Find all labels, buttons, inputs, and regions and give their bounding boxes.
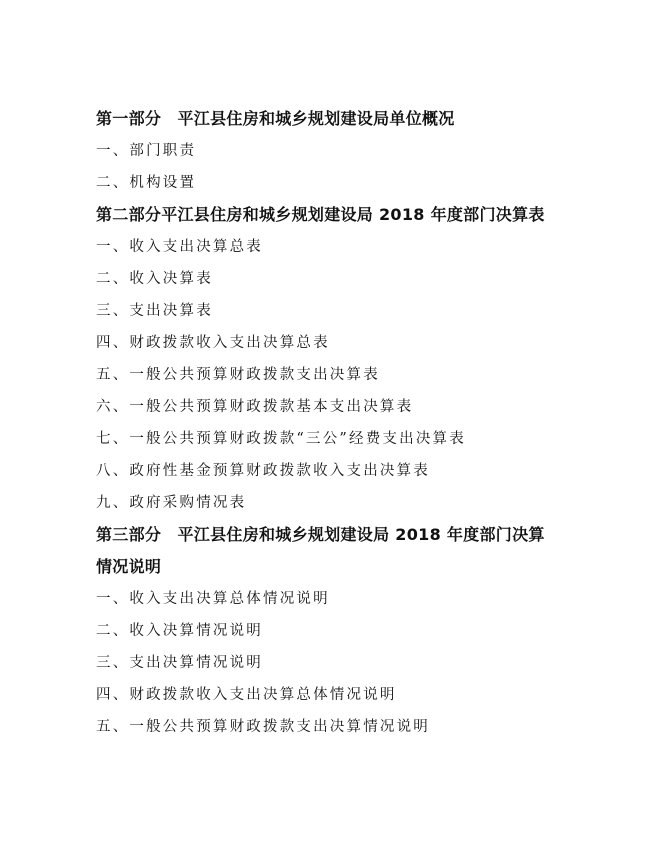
toc-item: 九、政府采购情况表 [96,495,247,511]
toc-item: 六、一般公共预算财政拨款基本支出决算表 [96,399,414,415]
toc-item: 二、机构设置 [96,175,197,191]
toc-item: 二、收入决算表 [96,271,213,287]
part3-heading-continued: 情况说明 [96,557,162,576]
part2-heading: 第二部分平江县住房和城乡规划建设局 2018 年度部门决算表 [96,205,545,224]
toc-item: 四、财政拨款收入支出决算总表 [96,335,330,351]
toc-item: 一、收入支出决算总体情况说明 [96,591,330,607]
toc-item: 三、支出决算情况说明 [96,655,263,671]
toc-item: 四、财政拨款收入支出决算总体情况说明 [96,687,397,703]
part3-heading: 第三部分 平江县住房和城乡规划建设局 2018 年度部门决算 [96,525,545,544]
toc-item: 一、收入支出决算总表 [96,239,263,255]
toc-item: 二、收入决算情况说明 [96,623,263,639]
toc-item: 五、一般公共预算财政拨款支出决算情况说明 [96,719,430,735]
toc-item: 七、一般公共预算财政拨款“三公”经费支出决算表 [96,431,466,447]
toc-item: 三、支出决算表 [96,303,213,319]
toc-item: 五、一般公共预算财政拨款支出决算表 [96,367,380,383]
part1-heading: 第一部分 平江县住房和城乡规划建设局单位概况 [96,109,455,128]
toc-item: 八、政府性基金预算财政拨款收入支出决算表 [96,463,430,479]
toc-item: 一、部门职责 [96,143,197,159]
